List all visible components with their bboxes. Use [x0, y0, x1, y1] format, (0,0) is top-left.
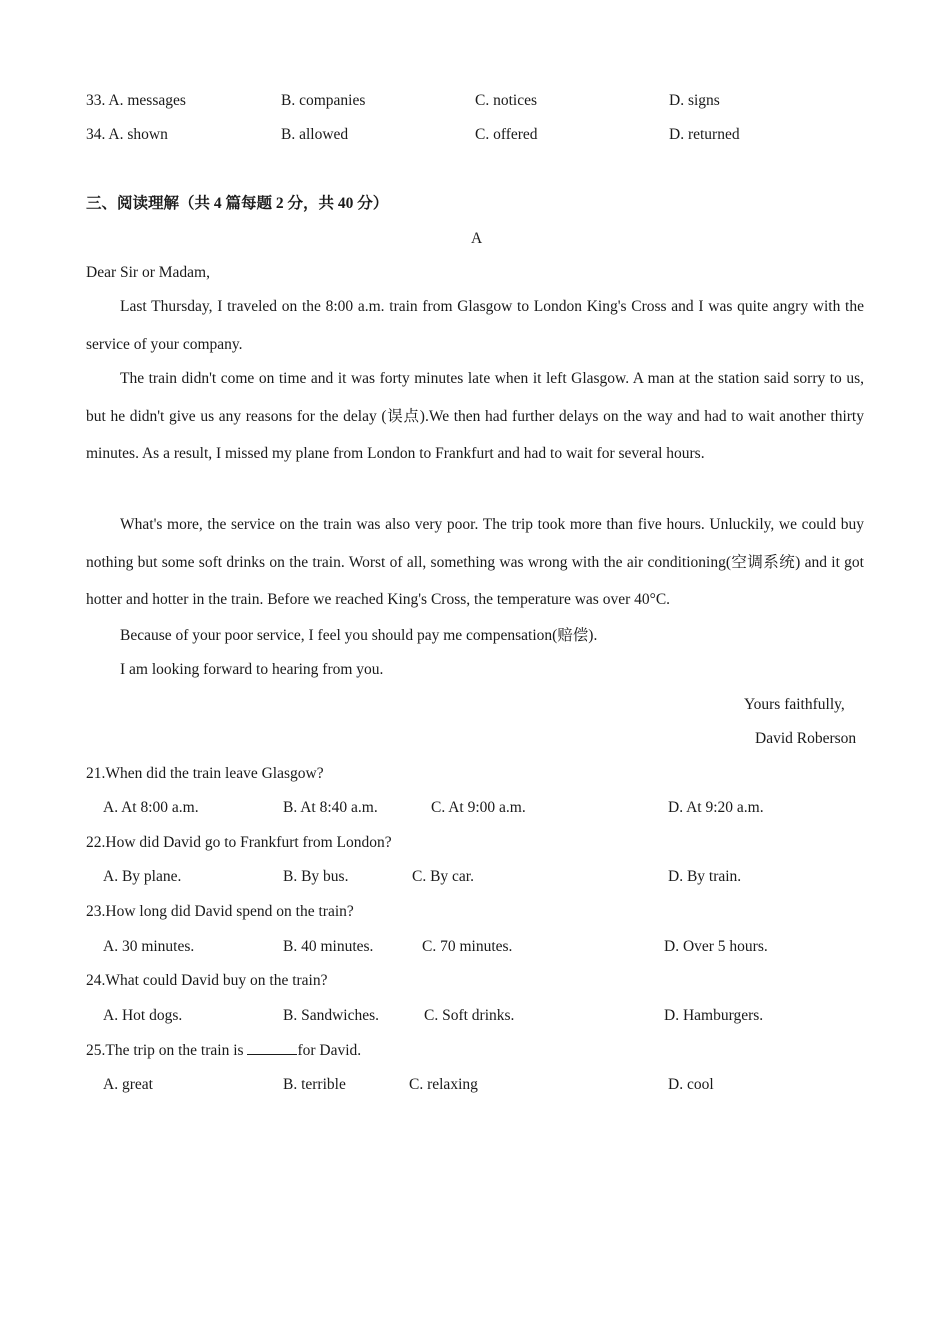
question-21-option-b: B. At 8:40 a.m. — [283, 799, 378, 816]
letter-signature: David Roberson — [755, 730, 857, 747]
question-24-option-b: B. Sandwiches. — [283, 1007, 380, 1024]
letter-paragraph-1: Last Thursday, I traveled on the 8:00 a.m. train from Glasgow to London King's Cross and I was quite angry with the service of your company. — [86, 298, 864, 353]
cloze-34-option-a: 34. A. shown — [86, 126, 168, 143]
question-21-option-d: D. At 9:20 a.m. — [668, 799, 764, 816]
letter-paragraph-3: What's more, the service on the train was also very poor. The trip took more than five hours. Unluckily, we could buy nothing but some soft drinks on the train. Worst of all, something was wrong with the air conditioning(空调系统) and it got hotter and hotter in the train. Before we reached King's Cross, the temperature was over 40°C. — [86, 516, 864, 608]
question-22-option-b: B. By bus. — [283, 868, 349, 885]
letter-paragraph-2: The train didn't come on time and it was forty minutes late when it left Glasgow. A man at the station said sorry to us, but he didn't give us any reasons for the delay (误点).We then had further delays on the way and had to wait another thirty minutes. As a result, I missed my plane from London to Frankfurt and had to wait for several hours. — [86, 370, 864, 462]
letter-paragraph-4: Because of your poor service, I feel you should pay me compensation(赔偿). — [120, 627, 598, 644]
cloze-34-option-c: C. offered — [475, 126, 538, 143]
question-23-option-c: C. 70 minutes. — [422, 938, 513, 955]
cloze-33-option-b: B. companies — [281, 92, 366, 109]
question-24-stem: 24.What could David buy on the train? — [86, 972, 328, 989]
passage-label: A — [471, 230, 483, 247]
question-23-option-a: A. 30 minutes. — [103, 938, 195, 955]
answer-blank — [247, 1040, 297, 1055]
question-24-option-c: C. Soft drinks. — [424, 1007, 515, 1024]
cloze-34-option-b: B. allowed — [281, 126, 349, 143]
question-25-option-c: C. relaxing — [409, 1076, 478, 1093]
question-25-option-a: A. great — [103, 1076, 153, 1093]
question-21-option-c: C. At 9:00 a.m. — [431, 799, 526, 816]
cloze-33-option-a: 33. A. messages — [86, 92, 186, 109]
cloze-33-option-d: D. signs — [669, 92, 720, 109]
question-22-option-d: D. By train. — [668, 868, 742, 885]
question-21-stem: 21.When did the train leave Glasgow? — [86, 765, 324, 782]
cloze-34-option-d: D. returned — [669, 126, 740, 143]
question-24-option-a: A. Hot dogs. — [103, 1007, 183, 1024]
letter-salutation: Dear Sir or Madam, — [86, 264, 210, 281]
question-24-option-d: D. Hamburgers. — [664, 1007, 764, 1024]
question-23-option-b: B. 40 minutes. — [283, 938, 374, 955]
question-22-option-a: A. By plane. — [103, 868, 182, 885]
question-21-option-a: A. At 8:00 a.m. — [103, 799, 199, 816]
question-22-stem: 22.How did David go to Frankfurt from London? — [86, 834, 392, 851]
question-25-option-d: D. cool — [668, 1076, 714, 1093]
cloze-33-option-c: C. notices — [475, 92, 537, 109]
section-heading: 三、阅读理解（共 4 篇每题 2 分，共 40 分） — [86, 195, 389, 212]
question-25-stem: 25.The trip on the train is for David. — [86, 1042, 362, 1059]
question-25-option-b: B. terrible — [283, 1076, 346, 1093]
letter-paragraph-5: I am looking forward to hearing from you. — [120, 661, 384, 678]
question-23-stem: 23.How long did David spend on the train? — [86, 903, 354, 920]
letter-closing: Yours faithfully, — [744, 696, 845, 713]
question-22-option-c: C. By car. — [412, 868, 474, 885]
question-23-option-d: D. Over 5 hours. — [664, 938, 768, 955]
